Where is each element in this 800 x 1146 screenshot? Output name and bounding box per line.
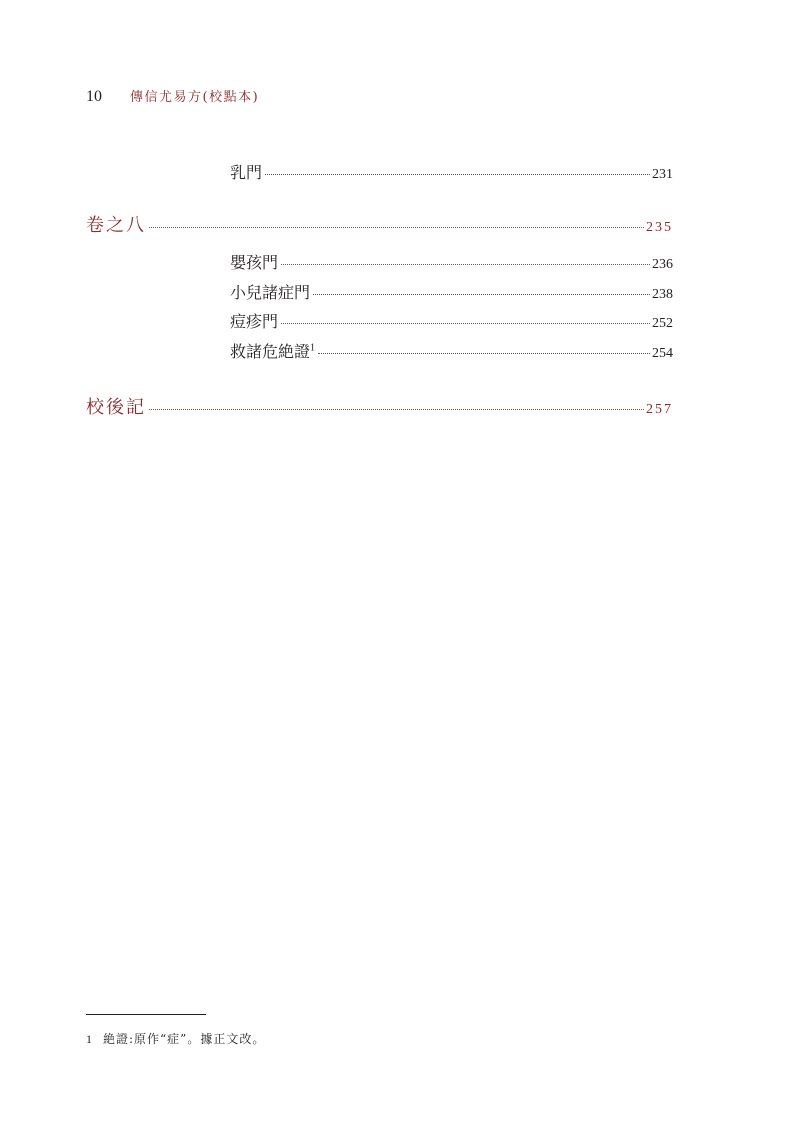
toc-section-label: 校後記 [86, 397, 146, 418]
toc-page-number: 238 [652, 287, 673, 302]
toc-page-number: 257 [646, 402, 673, 417]
dot-leader [149, 227, 644, 228]
toc-entry-label [230, 339, 315, 362]
running-head [86, 86, 259, 108]
dot-leader [313, 294, 650, 295]
dot-leader [281, 264, 650, 265]
toc-entry-label: 痘疹門 [230, 312, 279, 331]
dot-leader [149, 409, 644, 410]
toc-section-juan8[interactable] [86, 211, 673, 239]
toc-entry-label: 小兒諸症門 [230, 283, 311, 302]
dot-leader [265, 174, 650, 175]
dot-leader [318, 353, 650, 354]
toc-entry-jiuzhu[interactable] [230, 339, 673, 363]
toc-page-number: 252 [652, 316, 673, 331]
toc-entry-text: 救諸危絶證 [230, 342, 311, 361]
footnote-divider [86, 1014, 206, 1015]
toc-entry-yinghai[interactable] [230, 250, 673, 274]
footnote-reference[interactable]: 1 [310, 342, 316, 354]
toc-page-number: 235 [646, 220, 673, 235]
footnote-text: 絶證:原作“症”。據正文改。 [103, 1032, 266, 1046]
toc-entry-rumen[interactable] [230, 160, 673, 184]
book-title: 傳信尤易方(校點本) [130, 90, 260, 105]
toc-entry-douzhen[interactable] [230, 309, 673, 333]
toc-entry-label: 嬰孩門 [230, 253, 279, 272]
footnote-number: 1 [86, 1032, 93, 1046]
toc-section-label: 卷之八 [86, 215, 146, 236]
toc-page-number: 231 [652, 167, 673, 182]
dot-leader [281, 323, 650, 324]
toc-entry-label: 乳門 [230, 163, 263, 182]
footnote [86, 1030, 265, 1047]
toc-entry-xiaoer[interactable] [230, 280, 673, 304]
toc-section-jiaohouji[interactable] [86, 393, 673, 421]
toc-page-number: 236 [652, 257, 673, 272]
page-number: 10 [86, 88, 102, 105]
toc-page-number: 254 [652, 346, 673, 361]
